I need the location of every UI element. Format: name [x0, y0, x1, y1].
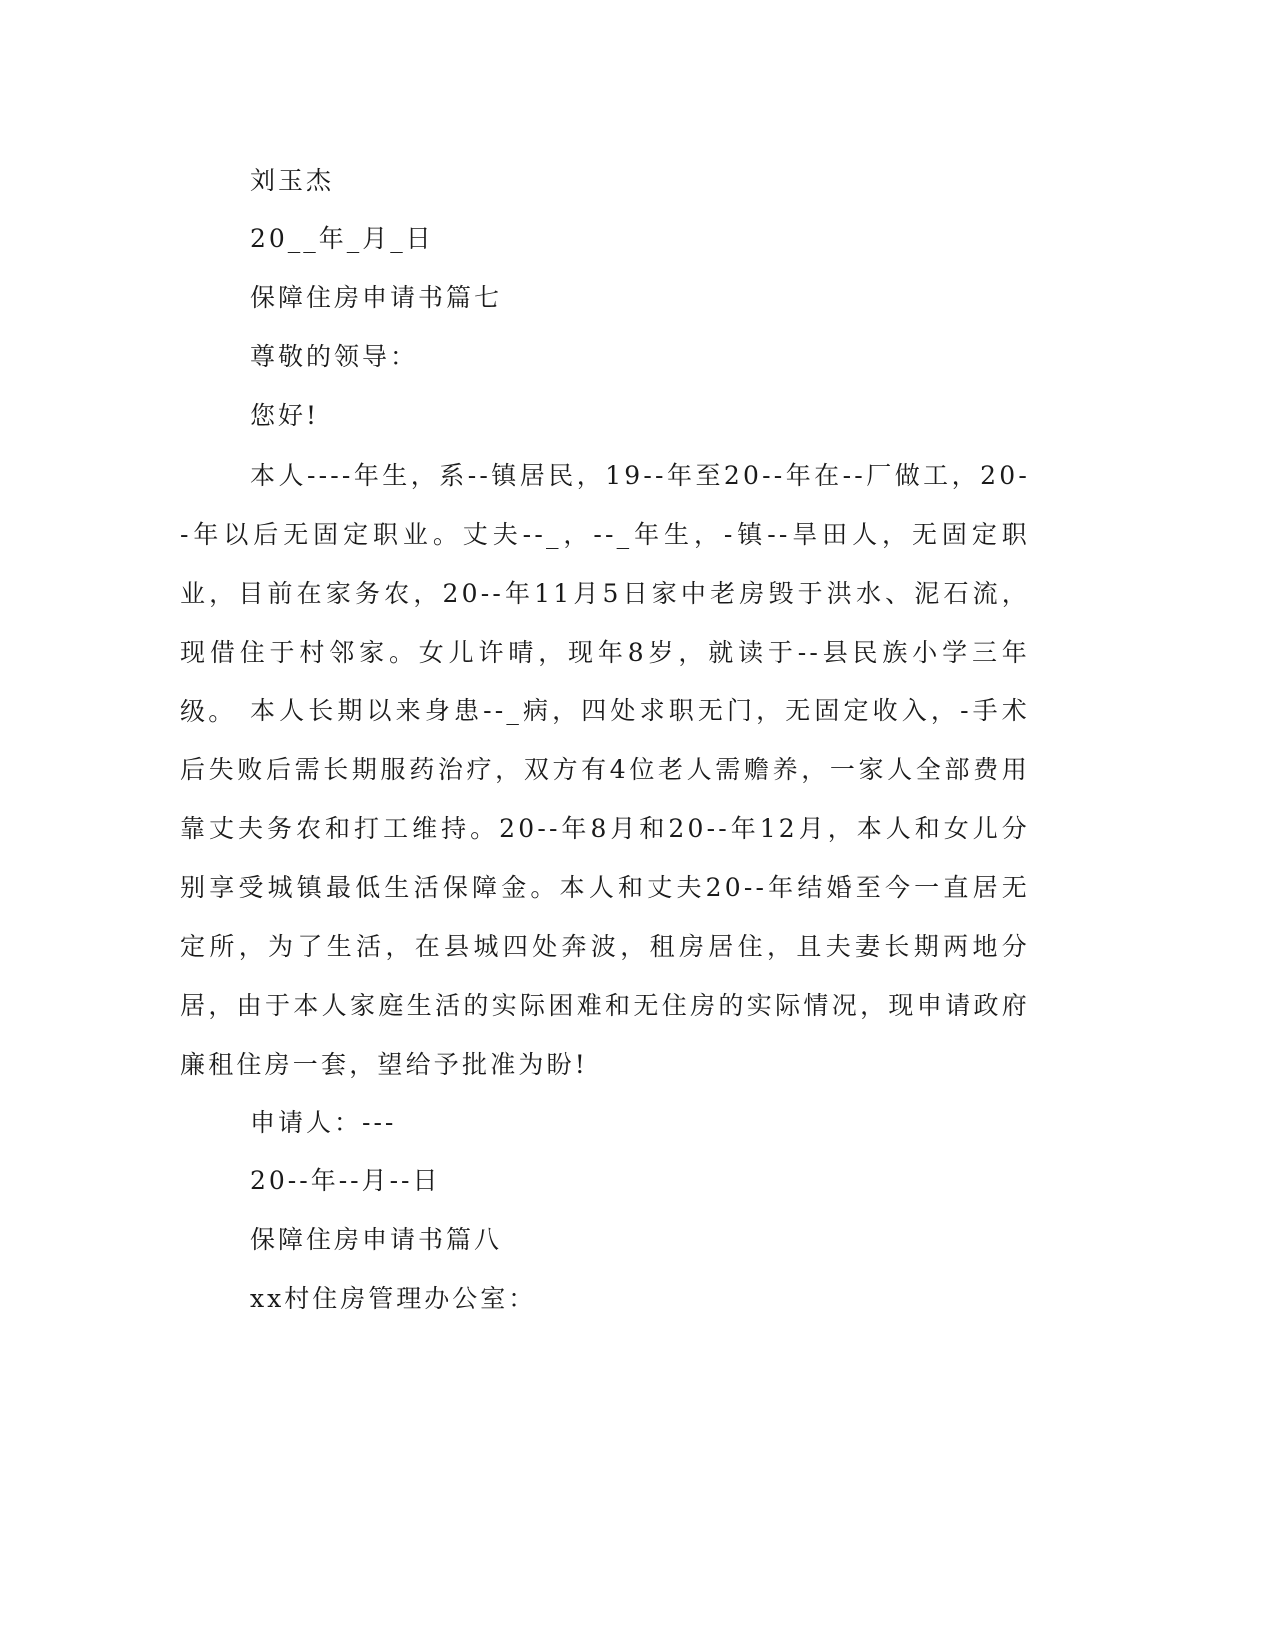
signature-name: 刘玉杰	[250, 166, 335, 195]
date-line: 20--年--月--日	[250, 1166, 441, 1195]
recipient-line: xx村住房管理办公室：	[250, 1284, 537, 1313]
applicant-line: 申请人：---	[250, 1108, 397, 1137]
date-line: 20__年_月_日	[250, 224, 434, 253]
salutation: 尊敬的领导：	[250, 342, 419, 371]
greeting: 您好!	[250, 401, 320, 430]
body-paragraph: 本人长期以来身患--_病，四处求职无门，无固定收入，-手术后失败后需长期服药治疗，双方有4位老人需赡养，一家人全部费用靠丈夫务农和打工维持。20--年8月和20--年12月，本人和女儿分别享受城镇最低生活保障金。本人和丈夫20--年结婚至今一直居无定所，为了生活，在县城四处奔波，租房居住，且夫妻长期两地分居，由于本人家庭生活的实际困难和无住房的实际情况，现申请政府廉租住房一套，望给予批准为盼!	[180, 696, 1030, 1079]
body-paragraph: 本人----年生，系--镇居民，19--年至20--年在--厂做工，20--年以后无固定职业。丈夫--_，--_年生，-镇--旱田人，无固定职业，目前在家务农，20--年11月5日家中老房毁于洪水、泥石流，现借住于村邻家。女儿许晴，现年8岁，就读于--县民族小学三年级。	[180, 461, 1030, 726]
section-heading: 保障住房申请书篇七	[250, 283, 503, 312]
section-heading: 保障住房申请书篇八	[250, 1225, 503, 1254]
